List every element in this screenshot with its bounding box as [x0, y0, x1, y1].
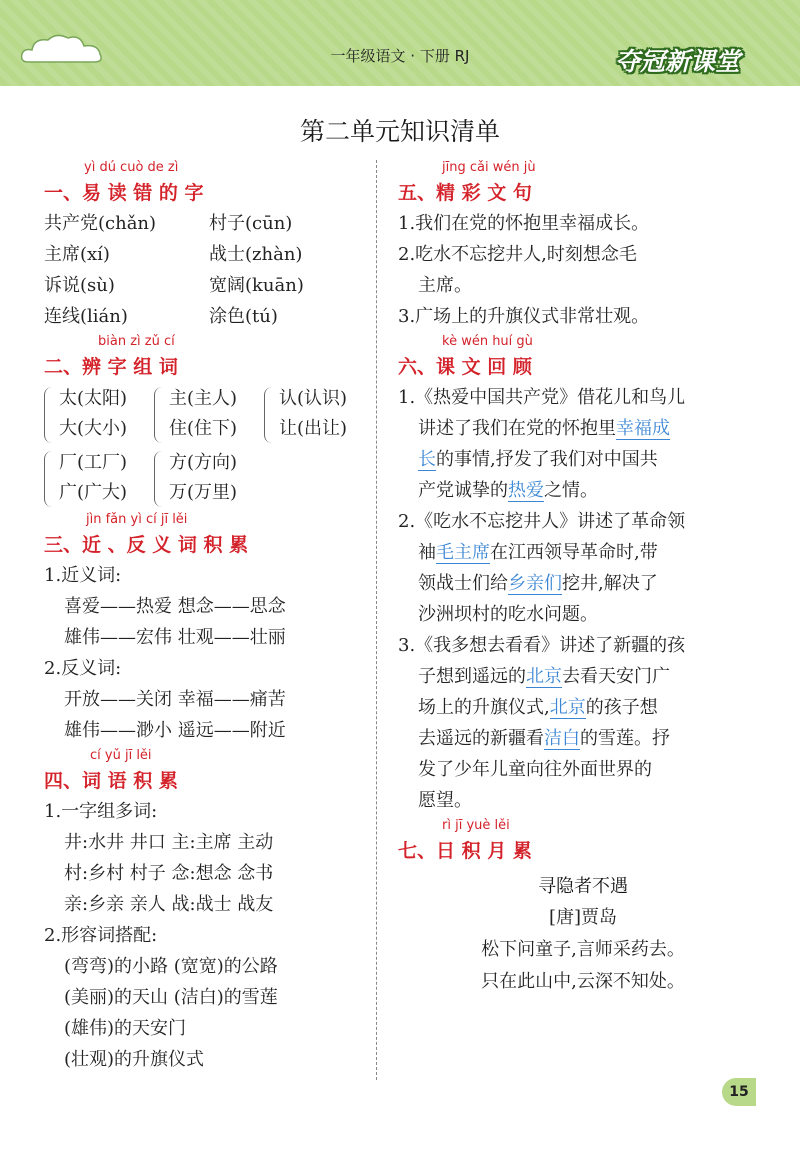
subheading: 2.形容词搭配:	[44, 925, 158, 946]
poem-title: 寻隐者不遇	[538, 876, 628, 897]
section1-pinyin: yì dú cuò de zì	[84, 160, 179, 175]
sentence-line: 3.广场上的升旗仪式非常壮观。	[398, 306, 650, 327]
left-column	[44, 158, 374, 1075]
word-line: (壮观)的升旗仪式	[64, 1049, 205, 1070]
section2-pinyin: biàn zì zǔ cí	[98, 334, 175, 349]
char-group: 认(认识) 让(出让)	[264, 384, 374, 444]
char-group: 方(方向) 万(万里)	[154, 448, 264, 508]
section7-pinyin: rì jī yuè lěi	[442, 818, 510, 833]
review-line: 去遥远的新疆看洁白的雪莲。抒	[418, 728, 670, 749]
answer-text: 洁白	[544, 728, 580, 749]
review-line: 子想到遥远的北京去看天安门广	[418, 666, 670, 687]
word-item: 连线(lián)	[44, 306, 128, 327]
word-item: 诉说(sù)	[44, 275, 115, 296]
right-column	[398, 158, 768, 998]
section4-pinyin: cí yǔ jī lěi	[90, 748, 152, 763]
section6-pinyin: kè wén huí gù	[442, 334, 533, 349]
section6-title: 六、课 文 回 顾	[398, 356, 532, 378]
review-line: 发了少年儿童向往外面世界的	[418, 759, 652, 780]
char-group: 厂(工厂) 广(广大)	[44, 448, 154, 508]
section5-title: 五、精 彩 文 句	[398, 182, 532, 204]
review-line: 长的事情,抒发了我们对中国共	[418, 449, 658, 470]
word-line: (弯弯)的小路 (宽宽)的公路	[64, 956, 278, 977]
answer-text: 北京	[549, 697, 586, 718]
subheading: 1.近义词:	[44, 565, 122, 586]
sentence-line: 2.吃水不忘挖井人,时刻想念毛	[398, 244, 637, 265]
word-line: (雄伟)的天安门	[64, 1018, 187, 1039]
section1-title: 一、易 读 错 的 字	[44, 182, 204, 204]
char-group: 太(太阳) 大(大小)	[44, 384, 154, 444]
review-line: 2.《吃水不忘挖井人》讲述了革命领	[398, 511, 686, 532]
section2-title: 二、辨 字 组 词	[44, 356, 178, 378]
word-item: 宽阔(kuān)	[209, 275, 304, 296]
word-line: 井:水井 井口 主:主席 主动	[64, 832, 274, 853]
word-item: 战士(zhàn)	[209, 244, 303, 265]
sentence-line: 主席。	[418, 275, 472, 296]
section7-title: 七、日 积 月 累	[398, 840, 532, 862]
review-line: 3.《我多想去看看》讲述了新疆的孩	[398, 635, 686, 656]
answer-text: 毛主席	[436, 542, 490, 563]
word-item: 主席(xí)	[44, 244, 110, 265]
section5-pinyin: jīng cǎi wén jù	[442, 160, 536, 175]
word-item: 共产党(chǎn)	[44, 213, 157, 234]
answer-text: 热爱	[508, 480, 544, 501]
review-line: 讲述了我们在党的怀抱里幸福成	[418, 418, 670, 439]
page-title: 第二单元知识清单	[299, 117, 500, 146]
word-pair-line: 开放——关闭 幸福——痛苦	[64, 689, 286, 710]
sentence-line: 1.我们在党的怀抱里幸福成长。	[398, 213, 650, 234]
review-line: 领战士们给乡亲们挖井,解决了	[418, 573, 658, 594]
word-pair-line: 喜爱——热爱 想念——思念	[64, 596, 286, 617]
review-line: 袖毛主席在江西领导革命时,带	[418, 542, 658, 563]
word-item: 村子(cūn)	[209, 213, 293, 234]
answer-text: 北京	[526, 666, 562, 687]
word-line: 亲:乡亲 亲人 战:战士 战友	[64, 894, 274, 915]
review-line: 1.《热爱中国共产党》借花儿和鸟儿	[398, 387, 686, 408]
review-line: 沙洲坝村的吃水问题。	[418, 604, 598, 625]
word-line: 村:乡村 村子 念:想念 念书	[64, 863, 274, 884]
header-title: 一年级语文 · 下册 RJ	[330, 47, 470, 65]
review-line: 愿望。	[418, 790, 472, 811]
section3-pinyin: jìn fǎn yì cí jī lěi	[86, 512, 188, 527]
column-divider	[376, 160, 377, 1080]
word-pair-line: 雄伟——宏伟 壮观——壮丽	[64, 627, 286, 648]
page-number: 15	[722, 1078, 756, 1106]
brand-logo: 夺冠新课堂	[614, 47, 740, 76]
poem-author: [唐]贾岛	[548, 907, 618, 928]
review-line: 产党诚挚的热爱之情。	[418, 480, 598, 501]
answer-text: 乡亲们	[508, 573, 562, 594]
poem-line: 只在此山中,云深不知处。	[481, 971, 685, 992]
word-item: 涂色(tú)	[209, 306, 278, 327]
section3-title: 三、近 、反 义 词 积 累	[44, 534, 249, 556]
review-line: 场上的升旗仪式,北京的孩子想	[418, 697, 658, 718]
subheading: 2.反义词:	[44, 658, 122, 679]
char-group: 主(主人) 住(住下)	[154, 384, 264, 444]
subheading: 1.一字组多词:	[44, 801, 158, 822]
section4-title: 四、词 语 积 累	[44, 770, 178, 792]
answer-text: 长	[418, 449, 436, 470]
answer-text: 幸福成	[616, 418, 670, 439]
word-pair-line: 雄伟——渺小 遥远——附近	[64, 720, 286, 741]
poem-line: 松下问童子,言师采药去。	[481, 939, 685, 960]
word-line: (美丽)的天山 (洁白)的雪莲	[64, 987, 278, 1008]
page-header	[0, 0, 800, 92]
